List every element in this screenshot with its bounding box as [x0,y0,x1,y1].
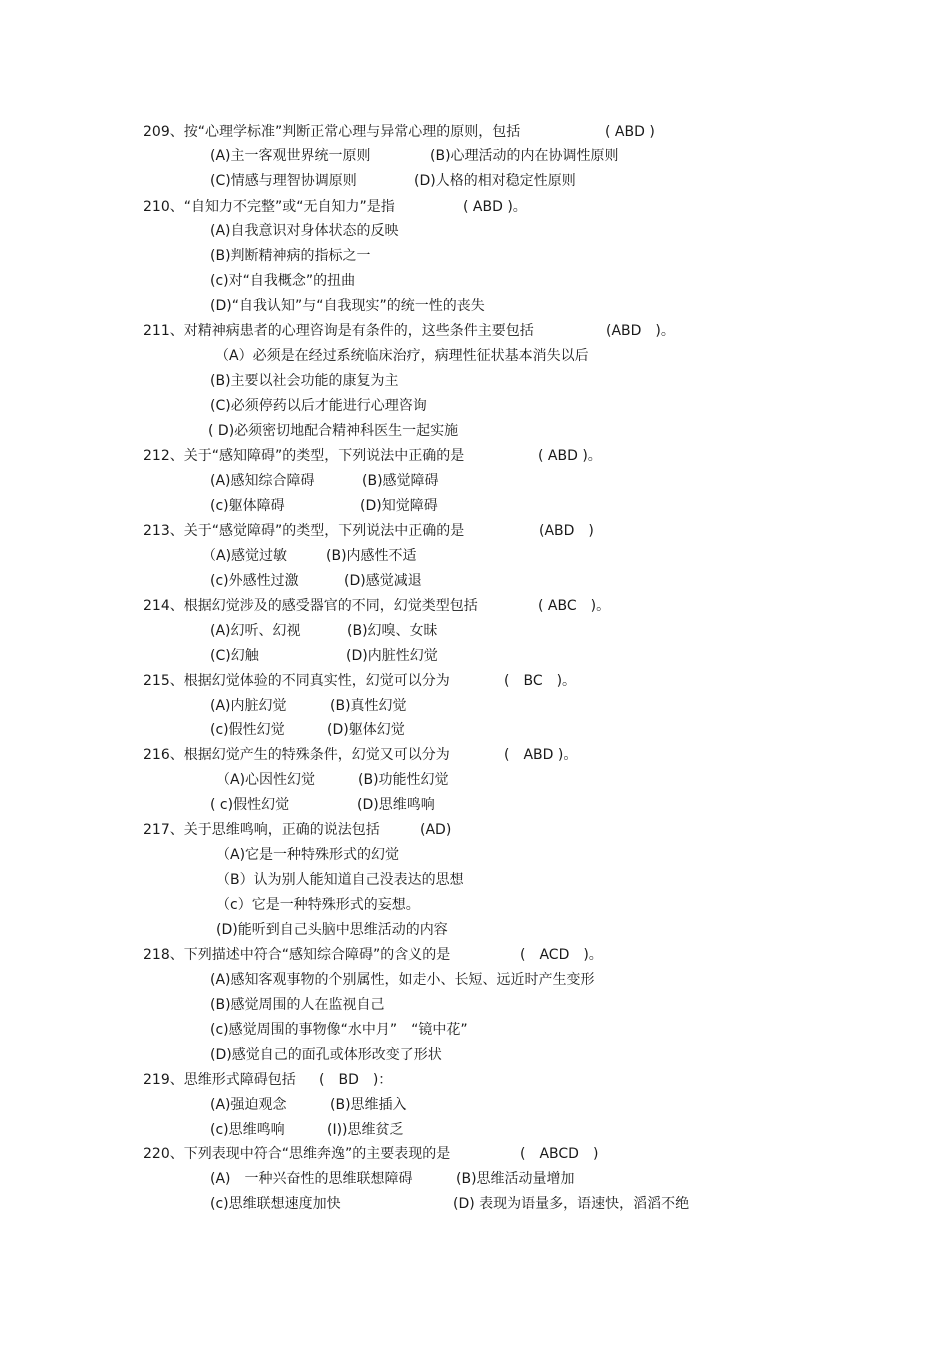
option-text: （A)感觉过敏 [202,548,288,564]
option-row [0,720,950,745]
option-text: (C)必须停药以后才能进行心理咨询 [210,398,427,414]
question-stem-line [0,745,950,770]
option-row [0,1194,950,1219]
option-row [0,496,950,521]
option-text: (B)思维插入 [330,1097,407,1113]
option-row [0,895,950,920]
option-row [0,421,950,446]
option-row [0,1020,950,1045]
question-stem: 217、关于思维鸣响，正确的说法包括 [143,822,380,838]
question-stem-line [0,596,950,621]
option-text: (A)内脏幻觉 [210,698,287,714]
option-row [0,146,950,171]
answer-key: (ABD ) [539,523,594,539]
option-text: (c)思维鸣响 [210,1122,285,1138]
option-text: (D)人格的相对稳定性原则 [414,173,576,189]
option-text: (B)心理活动的内在协调性原则 [430,148,619,164]
option-text: (B)内感性不适 [326,548,417,564]
option-text: (A)感知综合障碍 [210,473,315,489]
option-text: （A）必须是在经过系统临床治疗，病理性征状基本消失以后 [215,348,589,364]
option-text: (A)主一客观世界统一原则 [210,148,371,164]
option-text: （B）认为别人能知道自己没表达的思想 [216,872,464,888]
option-text: (c)思维联想速度加快 [210,1196,341,1212]
option-text: (A)强迫观念 [210,1097,287,1113]
question-stem: 212、关于“感知障碍”的类型，下列说法中正确的是 [143,448,465,464]
option-text: (B)功能性幻觉 [358,772,449,788]
answer-key: ( ACD )。 [520,947,603,963]
option-text: (B)主要以社会功能的康复为主 [210,373,399,389]
answer-key: ( ABD ) [605,124,655,140]
option-text: (D)感觉减退 [344,573,422,589]
question-stem: 210、“自知力不完整”或“无自知力”是指 [143,199,395,215]
answer-key: ( BC )。 [504,673,577,689]
answer-key: ( ABD )。 [504,747,578,763]
option-text: (A)自我意识对身体状态的反映 [210,223,399,239]
option-row [0,995,950,1020]
option-text: (c)假性幻觉 [210,722,285,738]
option-row [0,1095,950,1120]
option-text: (D) 表现为语量多，语速快，滔滔不绝 [453,1196,690,1212]
option-text: (A) 一种兴奋性的思维联想障碍 [210,1171,413,1187]
question-stem: 218、下列描述中符合“感知综合障碍”的含义的是 [143,947,451,963]
option-text: （A)它是一种特殊形式的幻觉 [216,847,400,863]
option-text: (D)内脏性幻觉 [346,648,438,664]
option-text: (c)外感性过激 [210,573,299,589]
answer-key: (ABD )。 [606,323,675,339]
option-row [0,970,950,995]
option-text: (A)幻听、幻视 [210,623,301,639]
question-stem-line [0,671,950,696]
option-text: ( D)必须密切地配合精神科医生一起实施 [208,423,459,439]
option-text: (D)能听到自己头脑中思维活动的内容 [216,922,448,938]
option-row [0,371,950,396]
question-stem-line [0,321,950,346]
option-text: (B)幻嗅、女昧 [347,623,438,639]
question-stem: 214、根据幻觉涉及的感受器官的不同，幻觉类型包括 [143,598,478,614]
question-stem-line [0,945,950,970]
option-row [0,296,950,321]
question-stem: 213、关于“感觉障碍”的类型，下列说法中正确的是 [143,523,465,539]
question-stem-line [0,197,950,222]
option-row [0,1045,950,1070]
option-text: (B)思维活动量增加 [456,1171,575,1187]
option-text: (D)知觉障碍 [360,498,438,514]
option-row [0,546,950,571]
question-stem-line [0,1070,950,1095]
option-row [0,795,950,820]
option-row [0,1120,950,1145]
option-row [0,696,950,721]
question-stem: 215、根据幻觉体验的不同真实性，幻觉可以分为 [143,673,450,689]
question-stem-line [0,820,950,845]
question-stem: 211、对精神病患者的心理咨询是有条件的，这些条件主要包括 [143,323,534,339]
answer-key: ( BD )： [319,1072,393,1088]
option-row [0,171,950,196]
option-text: ( c)假性幻觉 [210,797,290,813]
answer-key: ( ABD )。 [463,199,527,215]
option-row [0,396,950,421]
option-text: （c）它是一种特殊形式的妄想。 [216,897,420,913]
option-text: (c)感觉周围的事物像“水中月” “镜中花” [210,1022,468,1038]
question-stem: 209、按“心理学标准”判断正常心理与异常心理的原则，包括 [143,124,521,140]
option-row [0,920,950,945]
option-text: (D)躯体幻觉 [327,722,405,738]
option-text: (D)“自我认知”与“自我现实”的统一性的丧失 [210,298,485,314]
option-text: (B)感觉周围的人在监视自己 [210,997,385,1013]
option-row [0,271,950,296]
option-row [0,571,950,596]
option-row [0,471,950,496]
option-row [0,621,950,646]
option-row [0,870,950,895]
option-row [0,1169,950,1194]
option-text: (c)对“自我概念”的扭曲 [210,273,356,289]
question-stem: 216、根据幻觉产生的特殊条件，幻觉又可以分为 [143,747,450,763]
question-stem: 219、思维形式障碍包括 [143,1072,296,1088]
option-text: (C)幻触 [210,648,259,664]
option-text: (B)真性幻觉 [330,698,407,714]
option-row [0,221,950,246]
option-text: (A)感知客观事物的个别属性，如走小、长短、远近时产生变形 [210,972,595,988]
answer-key: ( ABCD ) [520,1146,599,1162]
option-row [0,346,950,371]
option-text: (B)感觉障碍 [362,473,439,489]
option-row [0,246,950,271]
option-row [0,646,950,671]
answer-key: ( ABD )。 [538,448,602,464]
answer-key: ( ABC )。 [538,598,611,614]
question-stem-line [0,446,950,471]
option-text: (B)判断精神病的指标之一 [210,248,371,264]
answer-key: (AD) [420,822,452,838]
question-stem-line [0,122,950,147]
option-text: (C)情感与理智协调原则 [210,173,357,189]
question-stem-line [0,521,950,546]
option-text: (c)躯体障碍 [210,498,285,514]
option-text: （A)心因性幻觉 [216,772,316,788]
option-text: (D)感觉自己的面孔或体形改变了形状 [210,1047,442,1063]
question-stem: 220、下列表现中符合“思维奔逸”的主要表现的是 [143,1146,451,1162]
question-stem-line [0,1144,950,1169]
option-text: (D)思维鸣响 [357,797,435,813]
option-row [0,770,950,795]
option-text: (I))思维贫乏 [327,1122,404,1138]
option-row [0,845,950,870]
